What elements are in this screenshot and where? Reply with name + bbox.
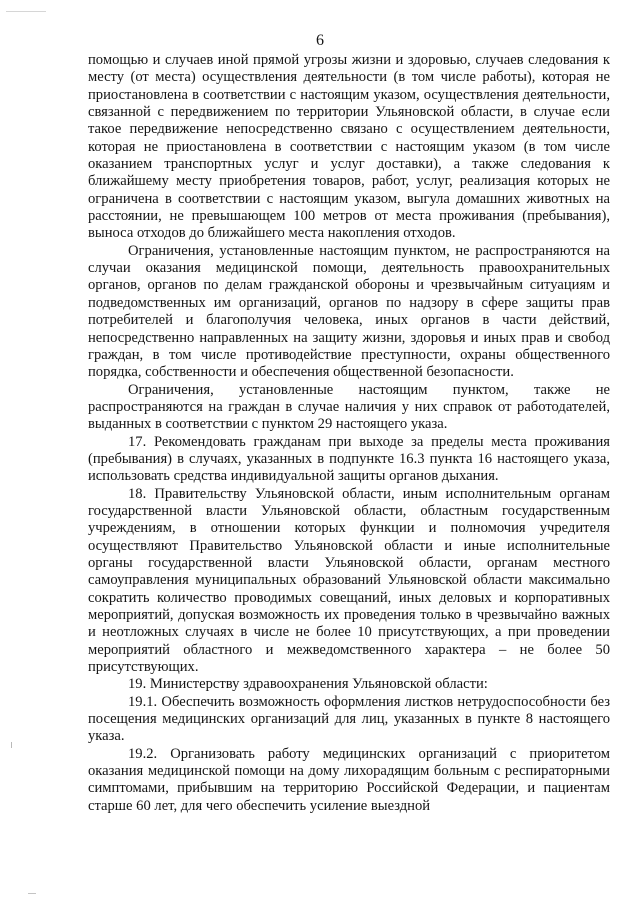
paragraph: Ограничения, установленные настоящим пунктом, также не распространяются на граждан в случае наличия у них справок от работодателей, выданных в соответствии с пунктом 29 настоящего указа. — [88, 381, 610, 433]
paragraph-19-2: 19.2. Организовать работу медицинских организаций с приоритетом оказания медицинской помощи на дому лихорадящим больным с респираторными симптомами, прибывшим на территорию Российской Федерации, и пациентам старше 60 лет, для чего обеспечить усиление выездной — [88, 745, 610, 814]
scan-artifact-top-left — [6, 11, 46, 12]
paragraph-19: 19. Министерству здравоохранения Ульяновской области: — [128, 676, 488, 693]
paragraph: помощью и случаев иной прямой угрозы жизни и здоровью, случаев следования к месту (от места) осуществления деятельности (в том числе работы), которая не приостановлена в соответствии с настоящим указом, осуществления деятельности, связанной с передвижением по территории Ульяновской области, в случае если такое передвижение непосредственно связано с осуществлением деятельности, которая не приостановлена в соответствии с настоящим указом (в том числе оказанием транспортных услуг и услуг доставки), а также следования к ближайшему месту приобретения товаров, работ, услуг, реализация которых не ограничена в соответствии с настоящим указом, выгула домашних животных на расстоянии, не превышающем 100 метров от места проживания (пребывания), выноса отходов до ближайшего места накопления отходов. — [88, 52, 610, 242]
scan-artifact-left-margin — [11, 742, 12, 748]
paragraph-17: 17. Рекомендовать гражданам при выходе за пределы места проживания (пребывания) в случаях, указанных в подпункте 16.3 пункта 16 настоящего указа, использовать средства индивидуальной защиты органов дыхания. — [88, 433, 610, 485]
paragraph: Ограничения, установленные настоящим пунктом, не распространяются на случаи оказания медицинской помощи, деятельность правоохранительных органов, органов по делам гражданской обороны и чрезвычайным ситуациям и подведомственных им организаций, органов по надзору в сфере защиты прав потребителей и благополучия человека, иных органов в части действий, непосредственно направленных на защиту жизни, здоровья и иных прав и свобод граждан, в том числе противодействие преступности, охраны общественного порядка, собственности и обеспечения общественной безопасности. — [88, 242, 610, 381]
paragraph-19-1: 19.1. Обеспечить возможность оформления листков нетрудоспособности без посещения медицинских организаций для лиц, указанных в пункте 8 настоящего указа. — [88, 693, 610, 745]
document-body — [88, 52, 610, 815]
paragraph-18: 18. Правительству Ульяновской области, иным исполнительным органам государственной власти Ульяновской области, областным государственным учреждениям, в отношении которых функции и полномочия учредителя осуществляют Правительство Ульяновской области и иные исполнительные органы государственной власти Ульяновской области, органам местного самоуправления муниципальных образований Ульяновской области максимально сократить количество проводимых совещаний, иных деловых и корпоративных мероприятий, допуская возможность их проведения только в чрезвычайно важных и неотложных случаях в числе не более 10 присутствующих, а при проведении мероприятий областного и межведомственного характера – не более 50 присутствующих. — [88, 485, 610, 676]
scan-artifact-bottom-left — [28, 893, 36, 894]
page-number: 6 — [316, 32, 324, 49]
